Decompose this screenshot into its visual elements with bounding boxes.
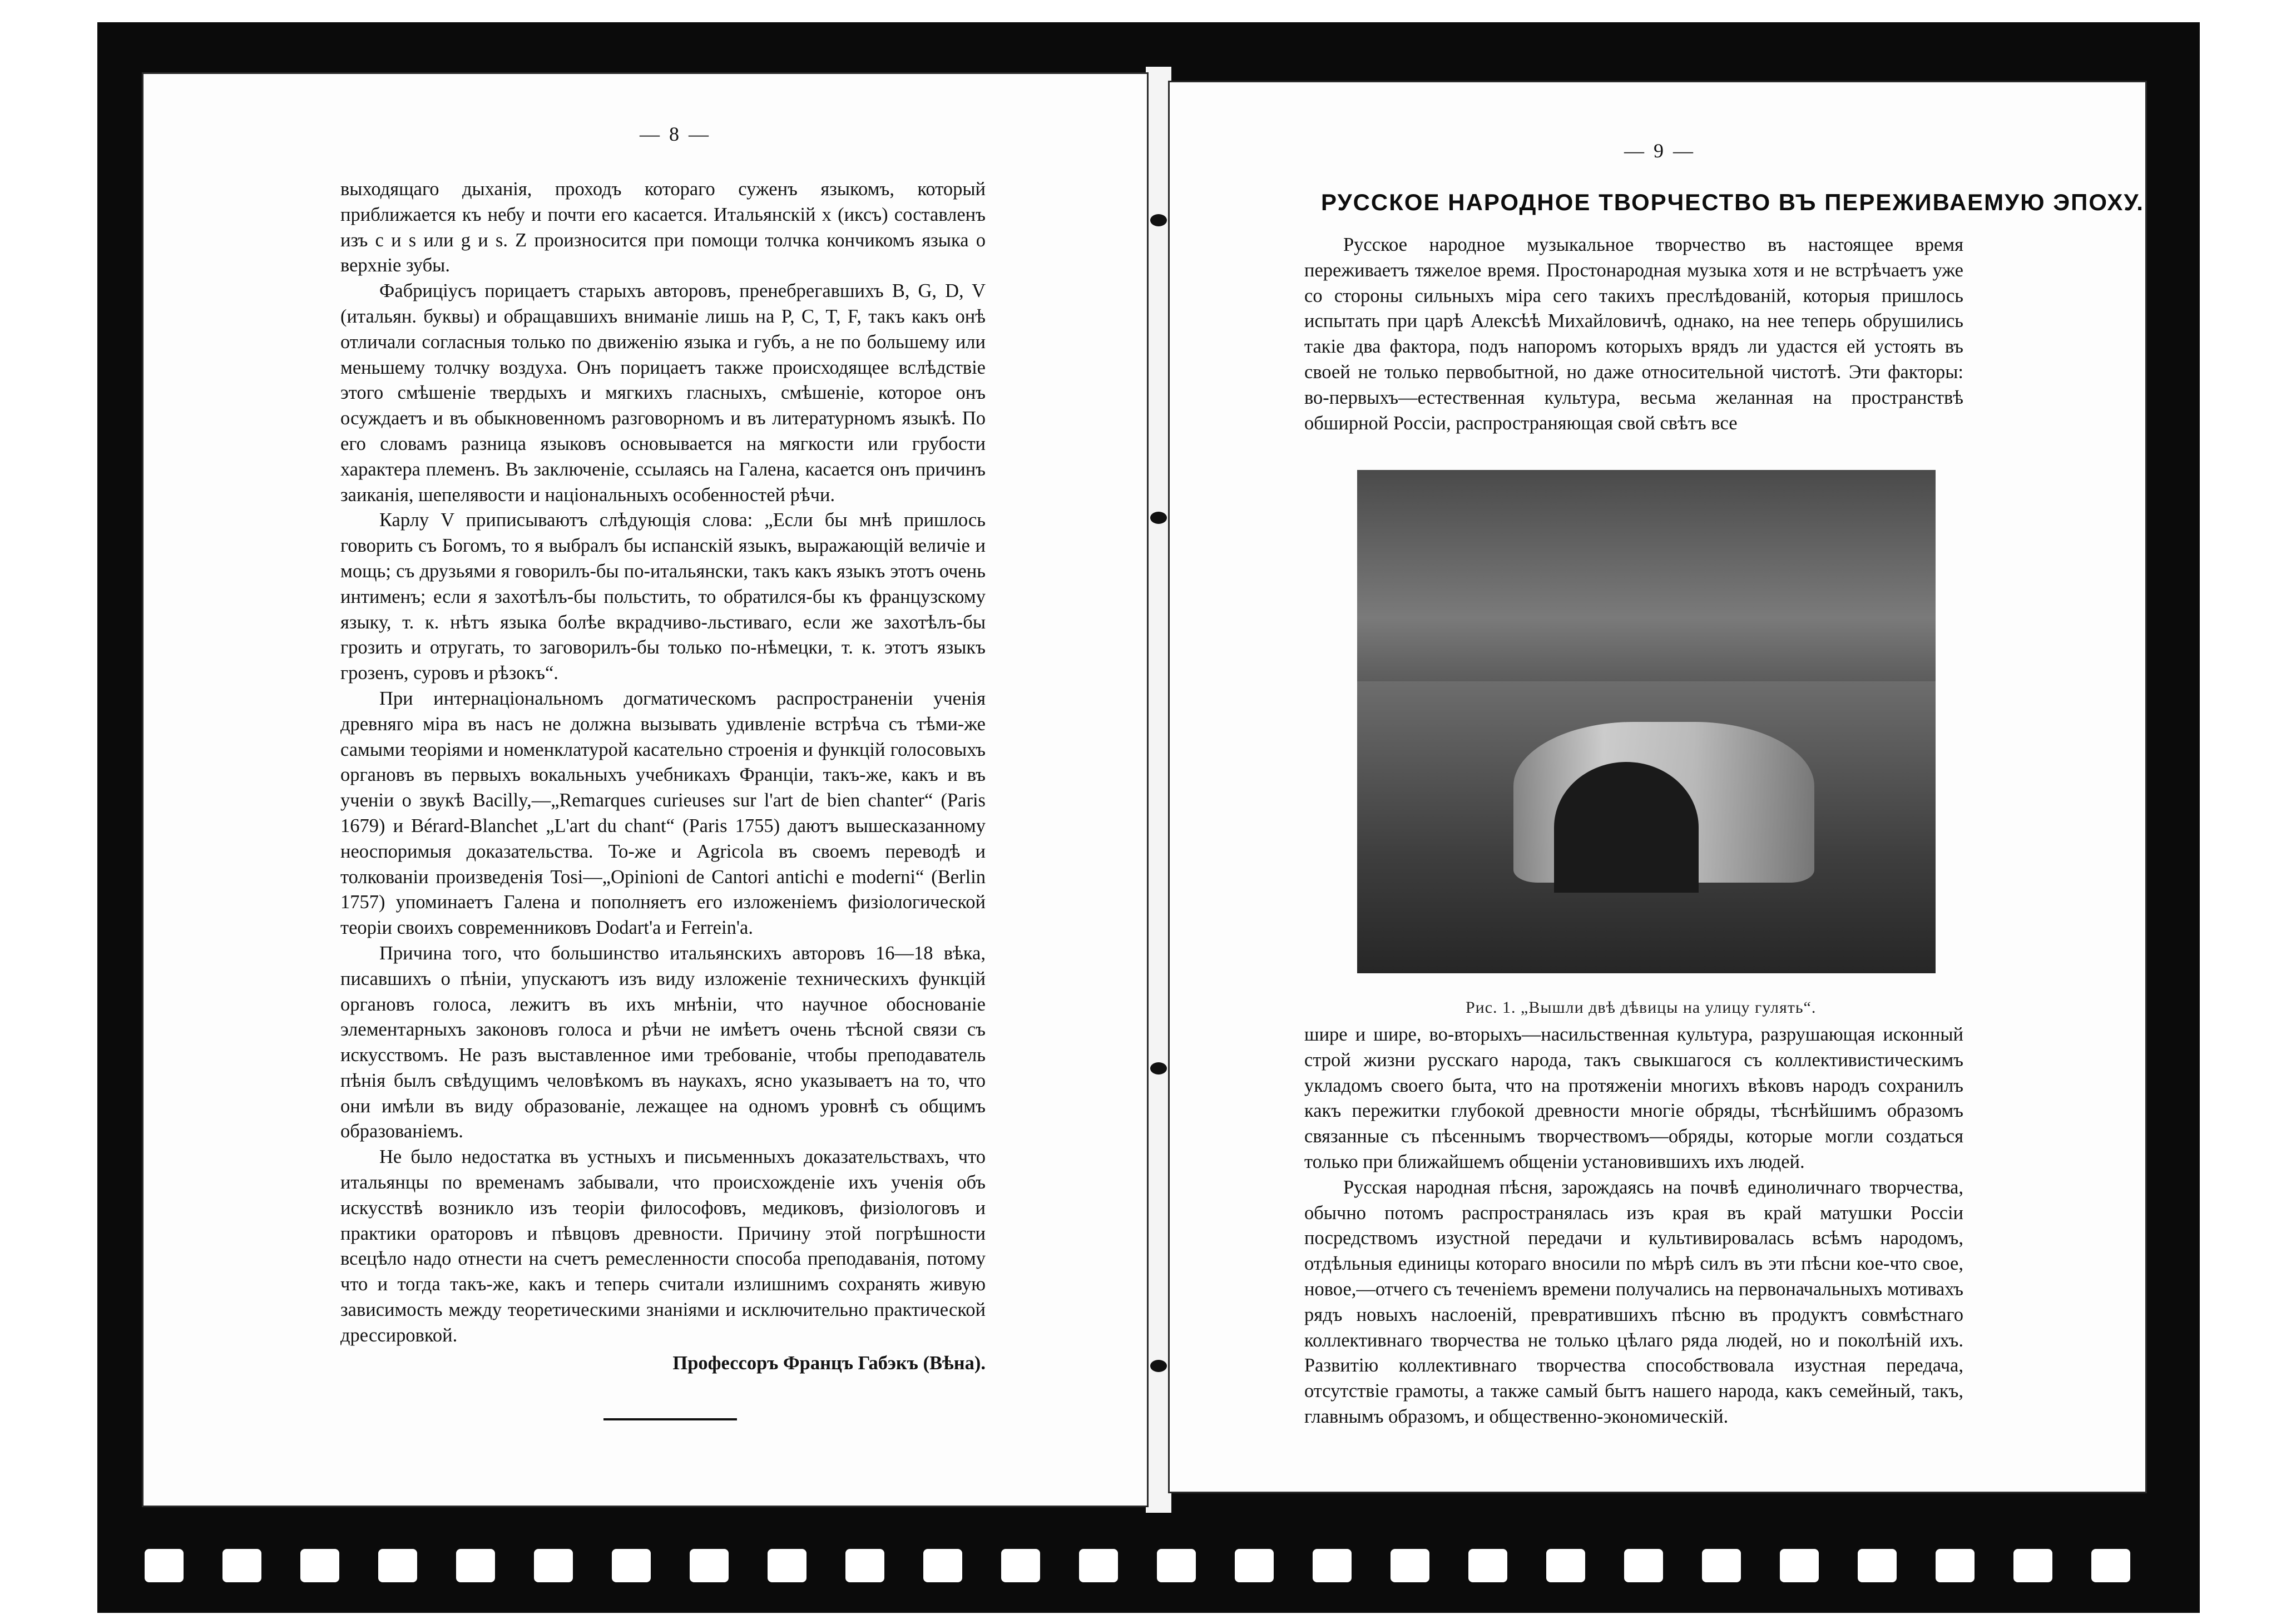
sprocket-hole xyxy=(145,1549,184,1582)
sprocket-hole xyxy=(378,1549,417,1582)
end-rule xyxy=(603,1418,737,1420)
sprocket-hole xyxy=(1235,1549,1274,1582)
paragraph: Карлу V приписываютъ слѣдующія слова: „Если бы мнѣ пришлось говорить съ Богомъ, то я выбралъ бы испанскій языкъ, выражающій величіе и мощь; съ друзьями я говорилъ-бы по-итальянски, такъ какъ языкъ этотъ очень интименъ; если я захотѣлъ-бы польстить, то обратился-бы къ французскому языку, т. к. нѣтъ языка болѣе вкрадчиво-льстиваго, если же захотѣлъ-бы грозить и отругать, то заговорилъ-бы только по-нѣмецки, т. к. этотъ языкъ грозенъ, суровъ и рѣзокъ“. xyxy=(340,509,986,684)
right-page-body-top xyxy=(1304,232,1963,436)
paragraph: Причина того, что большинство итальянскихъ авторовъ 16—18 вѣка, писавшихъ о пѣніи, упускаютъ изъ виду изложеніе техническихъ функцій органовъ голоса, лежитъ въ ихъ мнѣніи, что научное обоснованіе элементарныхъ законовъ голоса и рѣчи не имѣетъ очень тѣсной связи съ искусствомъ. Не разъ выставленное ими требованіе, чтобы преподаватель пѣнія былъ свѣдущимъ человѣкомъ въ наукахъ, ясно указываетъ на то, что они имѣли въ виду образованіе, лежащее на одномъ уровнѣ съ общимъ образованіемъ. xyxy=(340,942,986,1142)
sprocket-hole xyxy=(1546,1549,1585,1582)
figure-caption: Рис. 1. „Вышли двѣ дѣвицы на улицу гулять“. xyxy=(1466,998,1817,1017)
paragraph: выходящаго дыханія, проходъ котораго суженъ языкомъ, который приближается къ небу и почти его касается. Итальянскій x (иксъ) составленъ изъ c и s или g и s. Z произносится при помощи толчка кончикомъ языка о верхніе зубы. xyxy=(340,179,986,276)
sprocket-hole xyxy=(1702,1549,1741,1582)
sprocket-hole xyxy=(1079,1549,1118,1582)
sprocket-hole xyxy=(222,1549,261,1582)
sprocket-hole xyxy=(1001,1549,1040,1582)
sprocket-hole xyxy=(1936,1549,1975,1582)
sprocket-hole xyxy=(1780,1549,1819,1582)
sprocket-hole xyxy=(690,1549,729,1582)
right-page-number: — 9 — xyxy=(1624,140,1695,162)
spine-stitch xyxy=(1150,512,1167,524)
sprocket-hole xyxy=(1468,1549,1507,1582)
sprocket-hole xyxy=(1391,1549,1429,1582)
paragraph: При интернаціональномъ догматическомъ распространеніи ученія древняго міра въ насъ не должна вызывать удивленіе встрѣча съ тѣми-же самыми теоріями и номенклатурой касательно строенія и функцій голосовыхъ органовъ въ первыхъ вокальныхъ учебникахъ Франціи, такъ-же, какъ и въ ученіи о звукѣ Bacilly,—„Remarques curieuses sur l'art de bien chanter“ (Paris 1679) и Bérard-Blanchet „L'art du chant“ (Paris 1755) даютъ вышесказанному неоспоримыя доказательства. То-же и Agricola въ своемъ переводѣ и толкованіи произведенія Tosi—„Opinioni de Cantori antichi e moderni“ (Berlin 1757) упоминаетъ Галена и пополняетъ его изложеніемъ физіологической теоріи своихъ современниковъ Dodart'а и Ferrein'а. xyxy=(340,687,986,939)
sprocket-hole xyxy=(2091,1549,2130,1582)
right-page-body-bottom xyxy=(1304,1022,1963,1430)
sprocket-hole xyxy=(1157,1549,1196,1582)
paragraph: Фабриціусъ порицаетъ старыхъ авторовъ, пренебрегавшихъ B, G, D, V (итальян. буквы) и обращавшихъ вниманіе лишь на P, C, T, F, такъ какъ онѣ отличали согласныя только по движенію языка и губъ, а не по большему или меньшему толчку воздуха. Онъ порицаетъ также происходящее вслѣдствіе этого смѣшеніе твердыхъ и мягкихъ гласныхъ, смѣшеніе, которое онъ осуждаетъ и въ обыкновенномъ разговорномъ и въ литературномъ языкѣ. По его словамъ разница языковъ основывается на мягкости или грубости характера племенъ. Въ заключеніе, ссылаясь на Галена, касается онъ причинъ заиканія, шепелявости и національныхъ особенностей рѣчи. xyxy=(340,280,986,506)
paragraph: шире и шире, во-вторыхъ—насильственная культура, разрушающая исконный строй жизни русскаго народа, такъ свыкшагося съ коллективистическимъ укладомъ своего быта, что на протяженіи многихъ вѣковъ народъ сохранилъ какъ пережитки глубокой древности многіе обряды, тѣснѣйшимъ образомъ связанные съ пѣсеннымъ творчествомъ—обряды, которые могли создаться только при ближайшемъ общеніи установившихъ ихъ людей. xyxy=(1304,1024,1963,1172)
sprocket-hole xyxy=(923,1549,962,1582)
sprocket-hole xyxy=(612,1549,651,1582)
spine-stitch xyxy=(1150,1360,1167,1372)
spine-stitch xyxy=(1150,1062,1167,1075)
article-title: РУССКОЕ НАРОДНОЕ ТВОРЧЕСТВО ВЪ ПЕРЕЖИВАЕМУЮ ЭПОХУ. xyxy=(1321,189,2144,215)
left-page-number: — 8 — xyxy=(640,123,711,145)
sprocket-hole xyxy=(1313,1549,1352,1582)
spine-stitch xyxy=(1150,214,1167,226)
sprocket-hole xyxy=(456,1549,495,1582)
paragraph: Не было недостатка въ устныхъ и письменныхъ доказательствахъ, что итальянцы по временамъ забывали, что происхожденіе ихъ ученія объ искусствѣ возникло изъ теоріи философовъ, медиковъ, физіологовъ и практики ораторовъ и пѣвцовъ древности. Причину этой погрѣшности всецѣло надо отнести на счетъ ремесленности способа преподаванія, потому что и тогда такъ-же, какъ и теперь считали излишнимъ сохранять живую зависимость между теоретическими знаніями и исключительно практической дрессировкой. xyxy=(340,1146,986,1346)
figure-photograph xyxy=(1357,470,1936,973)
sprocket-hole xyxy=(1624,1549,1663,1582)
sprocket-hole xyxy=(534,1549,573,1582)
sprocket-hole xyxy=(2013,1549,2052,1582)
sprocket-hole xyxy=(768,1549,806,1582)
sprocket-hole xyxy=(845,1549,884,1582)
paragraph: Русская народная пѣсня, зарождаясь на почвѣ единоличнаго творчества, обычно потомъ распространялась изъ края въ край матушки Россіи посредствомъ изустной передачи и культивировалась всѣмъ народомъ, отдѣльныя единицы котораго вносили по мѣрѣ силъ въ эти пѣсни кое-что свое, новое,—отчего съ теченіемъ времени получались на первоначальныхъ мотивахъ рядъ новыхъ наслоеній, превратившихъ пѣсню въ продуктъ совмѣстнаго коллективнаго творчества не только цѣлаго ряда людей, но и поколѣній ихъ. Развитію коллективнаго творчества способствовала изустная передача, отсутствіе грамоты, а также самый бытъ нашего народа, какъ семейный, такъ, главнымъ образомъ, и общественно-экономическій. xyxy=(1304,1176,1963,1427)
sprocket-hole xyxy=(1858,1549,1897,1582)
paragraph: Русское народное музыкальное творчество въ настоящее время переживаетъ тяжелое время. Простонародная музыка хотя и не встрѣчаетъ уже со стороны сильныхъ міра сего такихъ преслѣдованій, которыя пришлось испытать при царѣ Алексѣѣ Михайловичѣ, однако, на нее теперь обрушились такіе два фактора, подъ напоромъ которыхъ врядъ ли удастся ей устоять въ своей не только первобытной, но даже относительной чистотѣ. Эти факторы: во-первыхъ—естественная культура, весьма желанная на пространствѣ обширной Россіи, распространяющая свой свѣтъ все xyxy=(1304,234,1963,434)
author-signature: Профессоръ Францъ Габэкъ (Вѣна). xyxy=(672,1352,986,1374)
left-page-body xyxy=(340,177,986,1376)
sprocket-hole xyxy=(300,1549,339,1582)
